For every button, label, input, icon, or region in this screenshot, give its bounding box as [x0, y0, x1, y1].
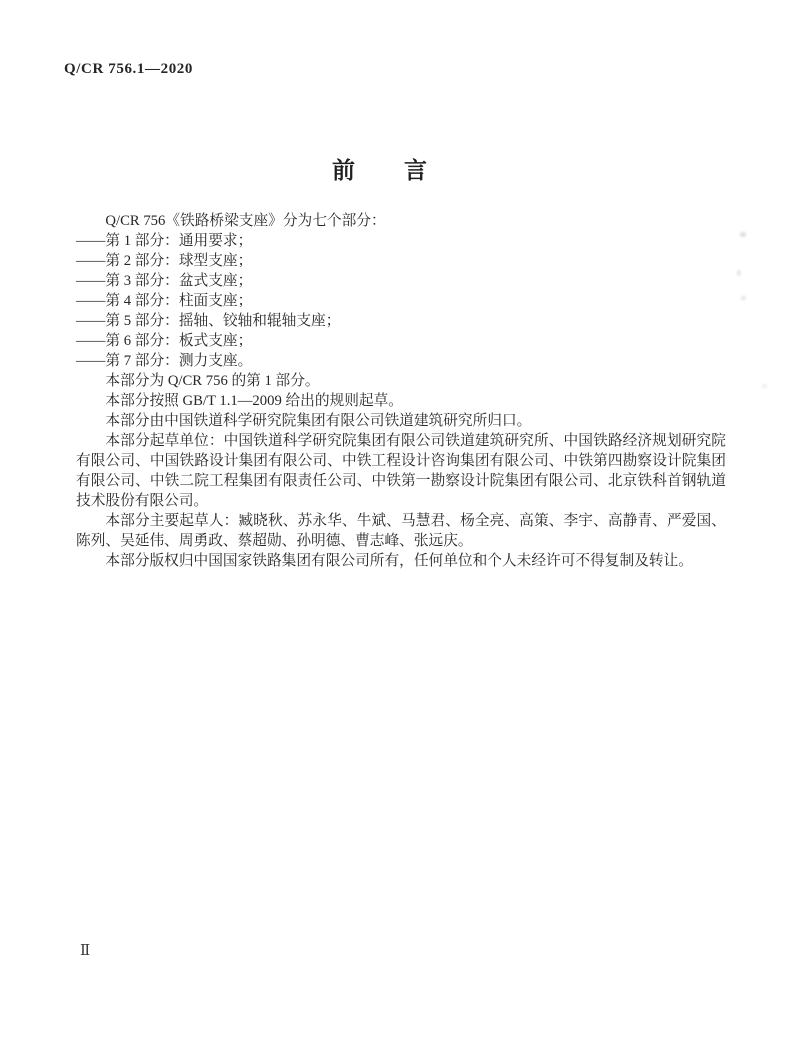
scan-artifact — [737, 270, 741, 276]
part-list-item: ——第 4 部分：柱面支座； — [76, 293, 253, 309]
scan-artifact — [741, 296, 746, 300]
paragraph-part-of: 本部分为 Q/CR 756 的第 1 部分。 — [105, 373, 320, 389]
part-list-item: ——第 3 部分：盆式支座； — [76, 273, 253, 289]
intro-paragraph: Q/CR 756《铁路桥梁支座》分为七个部分： — [105, 213, 386, 229]
paragraph-chief-drafters: 本部分主要起草人：臧晓秋、苏永华、牛斌、马慧君、杨全亮、高策、李宇、高静青、严爱国、陈列、吴延伟、周勇政、蔡超勋、孙明德、曹志峰、张远庆。 — [76, 513, 726, 549]
part-list-item: ——第 7 部分：测力支座。 — [76, 353, 253, 369]
page-number: Ⅱ — [80, 943, 91, 959]
foreword-body — [76, 211, 726, 571]
doc-number: Q/CR 756.1—2020 — [64, 61, 193, 77]
scan-artifact — [740, 232, 746, 237]
part-list-item: ——第 5 部分：摇轴、铰轴和辊轴支座； — [76, 313, 341, 329]
part-list-item: ——第 1 部分：通用要求； — [76, 233, 253, 249]
part-list-item: ——第 2 部分：球型支座； — [76, 253, 253, 269]
part-list-item: ——第 6 部分：板式支座； — [76, 333, 253, 349]
paragraph-drafting-rules: 本部分按照 GB/T 1.1—2009 给出的规则起草。 — [105, 393, 403, 409]
paragraph-drafting-organizations: 本部分起草单位：中国铁道科学研究院集团有限公司铁道建筑研究所、中国铁路经济规划研究院有限公司、中国铁路设计集团有限公司、中铁工程设计咨询集团有限公司、中铁第四勘察设计院集团有限公司、中铁二院工程集团有限责任公司、中铁第一勘察设计院集团有限公司、北京铁科首钢轨道技术股份有限公司。 — [76, 433, 726, 509]
scan-artifact — [762, 384, 767, 388]
paragraph-centralized-by: 本部分由中国铁道科学研究院集团有限公司铁道建筑研究所归口。 — [105, 413, 532, 429]
paragraph-copyright: 本部分版权归中国国家铁路集团有限公司所有，任何单位和个人未经许可不得复制及转让。 — [105, 553, 693, 569]
page-title: 前 言 — [332, 158, 428, 184]
parts-list — [76, 231, 726, 371]
